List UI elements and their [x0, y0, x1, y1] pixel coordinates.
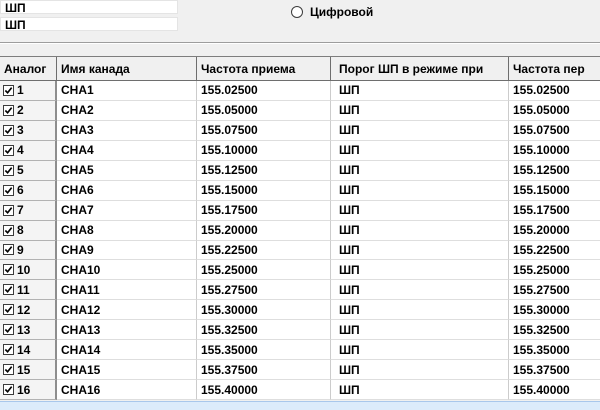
- rx-frequency-cell[interactable]: 155.35000: [197, 340, 331, 360]
- channel-name-cell[interactable]: CHA11: [57, 280, 197, 300]
- squelch-cell[interactable]: ШП: [331, 161, 509, 181]
- table-row: [0, 101, 600, 121]
- squelch-mode-field-1[interactable]: ШП: [0, 0, 178, 14]
- analog-cell: [0, 340, 57, 360]
- tx-frequency-cell[interactable]: 155.15000: [509, 181, 600, 201]
- table-rows: [0, 81, 600, 400]
- tx-frequency-cell[interactable]: 155.10000: [509, 141, 600, 161]
- channel-number: 15: [17, 362, 31, 377]
- squelch-cell[interactable]: ШП: [331, 141, 509, 161]
- channel-number: 5: [17, 163, 24, 178]
- tx-frequency-cell[interactable]: 155.27500: [509, 280, 600, 300]
- table-row: [0, 241, 600, 261]
- channel-number: 8: [17, 223, 24, 238]
- table-row: [0, 280, 600, 300]
- channel-number: 9: [17, 242, 24, 257]
- rx-frequency-cell[interactable]: 155.10000: [197, 141, 331, 161]
- analog-cell: [0, 121, 57, 141]
- checkbox-checked-icon[interactable]: [3, 185, 14, 196]
- analog-cell: [0, 260, 57, 280]
- channel-name-cell[interactable]: CHA10: [57, 260, 197, 280]
- section-divider: [0, 42, 600, 44]
- analog-cell: [0, 280, 57, 300]
- squelch-cell[interactable]: ШП: [331, 280, 509, 300]
- table-row: [0, 161, 600, 181]
- tx-frequency-cell[interactable]: 155.35000: [509, 340, 600, 360]
- channel-number: 1: [17, 83, 24, 98]
- squelch-cell[interactable]: ШП: [331, 241, 509, 261]
- channel-number: 14: [17, 342, 31, 357]
- bottom-window-strip: [0, 401, 600, 410]
- tx-frequency-cell[interactable]: 155.22500: [509, 241, 600, 261]
- checkbox-checked-icon[interactable]: [3, 284, 14, 295]
- channel-name-cell[interactable]: CHA8: [57, 221, 197, 241]
- checkbox-checked-icon[interactable]: [3, 125, 14, 136]
- channel-name-cell[interactable]: CHA7: [57, 201, 197, 221]
- channel-name-cell[interactable]: CHA4: [57, 141, 197, 161]
- table-row: [0, 81, 600, 101]
- checkbox-checked-icon[interactable]: [3, 105, 14, 116]
- channel-name-cell[interactable]: CHA13: [57, 320, 197, 340]
- channel-name-cell[interactable]: CHA15: [57, 360, 197, 380]
- analog-cell: [0, 380, 57, 400]
- squelch-cell[interactable]: ШП: [331, 221, 509, 241]
- rx-frequency-cell[interactable]: 155.27500: [197, 280, 331, 300]
- checkbox-checked-icon[interactable]: [3, 145, 14, 156]
- analog-cell: [0, 161, 57, 181]
- column-header-tx-frequency[interactable]: Частота пер: [509, 57, 600, 81]
- digital-mode-radio[interactable]: [291, 5, 373, 19]
- table-row: [0, 121, 600, 141]
- tx-frequency-cell[interactable]: 155.37500: [509, 360, 600, 380]
- channel-name-cell[interactable]: CHA16: [57, 380, 197, 400]
- squelch-cell[interactable]: ШП: [331, 380, 509, 400]
- checkbox-checked-icon[interactable]: [3, 244, 14, 255]
- tx-frequency-cell[interactable]: 155.17500: [509, 201, 600, 221]
- rx-frequency-cell[interactable]: 155.40000: [197, 380, 331, 400]
- table-row: [0, 360, 600, 380]
- checkbox-checked-icon[interactable]: [3, 225, 14, 236]
- squelch-cell[interactable]: ШП: [331, 101, 509, 121]
- rx-frequency-cell[interactable]: 155.12500: [197, 161, 331, 181]
- channel-number: 4: [17, 143, 24, 158]
- rx-frequency-cell[interactable]: 155.02500: [197, 81, 331, 101]
- table-row: [0, 380, 600, 400]
- analog-cell: [0, 181, 57, 201]
- column-header-analog[interactable]: Аналог: [0, 57, 57, 81]
- checkbox-checked-icon[interactable]: [3, 165, 14, 176]
- table-row: [0, 320, 600, 340]
- checkbox-checked-icon[interactable]: [3, 384, 14, 395]
- squelch-cell[interactable]: ШП: [331, 201, 509, 221]
- checkbox-checked-icon[interactable]: [3, 324, 14, 335]
- channel-name-cell[interactable]: CHA12: [57, 300, 197, 320]
- squelch-cell[interactable]: ШП: [331, 340, 509, 360]
- channel-number: 3: [17, 123, 24, 138]
- checkbox-checked-icon[interactable]: [3, 364, 14, 375]
- channel-number: 12: [17, 302, 31, 317]
- squelch-mode-field-2[interactable]: ШП: [0, 17, 178, 31]
- analog-cell: [0, 201, 57, 221]
- table-row: [0, 221, 600, 241]
- squelch-cell[interactable]: ШП: [331, 181, 509, 201]
- table-row: [0, 260, 600, 280]
- table-row: [0, 340, 600, 360]
- rx-frequency-cell[interactable]: 155.30000: [197, 300, 331, 320]
- channel-table: [0, 56, 600, 399]
- tx-frequency-cell[interactable]: 155.32500: [509, 320, 600, 340]
- analog-cell: [0, 101, 57, 121]
- tx-frequency-cell[interactable]: 155.02500: [509, 81, 600, 101]
- rx-frequency-cell[interactable]: 155.20000: [197, 221, 331, 241]
- channel-number: 2: [17, 103, 24, 118]
- analog-cell: [0, 81, 57, 101]
- table-row: [0, 300, 600, 320]
- column-header-squelch-threshold[interactable]: Порог ШП в режиме при: [331, 57, 509, 81]
- rx-frequency-cell[interactable]: 155.15000: [197, 181, 331, 201]
- channel-name-cell[interactable]: CHA2: [57, 101, 197, 121]
- channel-number: 10: [17, 262, 31, 277]
- channel-number: 16: [17, 382, 31, 397]
- analog-cell: [0, 300, 57, 320]
- squelch-cell[interactable]: ШП: [331, 300, 509, 320]
- channel-name-cell[interactable]: CHA6: [57, 181, 197, 201]
- analog-cell: [0, 241, 57, 261]
- analog-cell: [0, 221, 57, 241]
- tx-frequency-cell[interactable]: 155.12500: [509, 161, 600, 181]
- rx-frequency-cell[interactable]: 155.22500: [197, 241, 331, 261]
- column-header-rx-frequency[interactable]: Частота приема: [197, 57, 331, 81]
- checkbox-checked-icon[interactable]: [3, 344, 14, 355]
- rx-frequency-cell[interactable]: 155.25000: [197, 260, 331, 280]
- tx-frequency-cell[interactable]: 155.20000: [509, 221, 600, 241]
- checkbox-checked-icon[interactable]: [3, 304, 14, 315]
- analog-cell: [0, 360, 57, 380]
- channel-number: 11: [17, 282, 30, 297]
- column-header-channel-name[interactable]: Имя канада: [57, 57, 197, 81]
- table-row: [0, 141, 600, 161]
- rx-frequency-cell[interactable]: 155.07500: [197, 121, 331, 141]
- table-row: [0, 201, 600, 221]
- squelch-cell[interactable]: ШП: [331, 320, 509, 340]
- tx-frequency-cell[interactable]: 155.30000: [509, 300, 600, 320]
- squelch-cell[interactable]: ШП: [331, 81, 509, 101]
- channel-number: 13: [17, 322, 31, 337]
- checkbox-checked-icon[interactable]: [3, 205, 14, 216]
- rx-frequency-cell[interactable]: 155.05000: [197, 101, 331, 121]
- squelch-cell[interactable]: ШП: [331, 360, 509, 380]
- table-header-row: [0, 57, 600, 81]
- digital-mode-radio-label: Цифровой: [310, 5, 374, 19]
- tx-frequency-cell[interactable]: 155.07500: [509, 121, 600, 141]
- analog-cell: [0, 320, 57, 340]
- channel-name-cell[interactable]: CHA5: [57, 161, 197, 181]
- channel-number: 7: [17, 203, 24, 218]
- analog-cell: [0, 141, 57, 161]
- tx-frequency-cell[interactable]: 155.25000: [509, 260, 600, 280]
- channel-name-cell[interactable]: CHA3: [57, 121, 197, 141]
- squelch-cell[interactable]: ШП: [331, 260, 509, 280]
- checkbox-checked-icon[interactable]: [3, 264, 14, 275]
- squelch-cell[interactable]: ШП: [331, 121, 509, 141]
- rx-frequency-cell[interactable]: 155.17500: [197, 201, 331, 221]
- rx-frequency-cell[interactable]: 155.32500: [197, 320, 331, 340]
- tx-frequency-cell[interactable]: 155.40000: [509, 380, 600, 400]
- radio-button-icon[interactable]: [291, 6, 303, 18]
- channel-name-cell[interactable]: CHA9: [57, 241, 197, 261]
- checkbox-checked-icon[interactable]: [3, 85, 14, 96]
- channel-name-cell[interactable]: CHA1: [57, 81, 197, 101]
- table-row: [0, 181, 600, 201]
- tx-frequency-cell[interactable]: 155.05000: [509, 101, 600, 121]
- rx-frequency-cell[interactable]: 155.37500: [197, 360, 331, 380]
- channel-name-cell[interactable]: CHA14: [57, 340, 197, 360]
- channel-number: 6: [17, 183, 24, 198]
